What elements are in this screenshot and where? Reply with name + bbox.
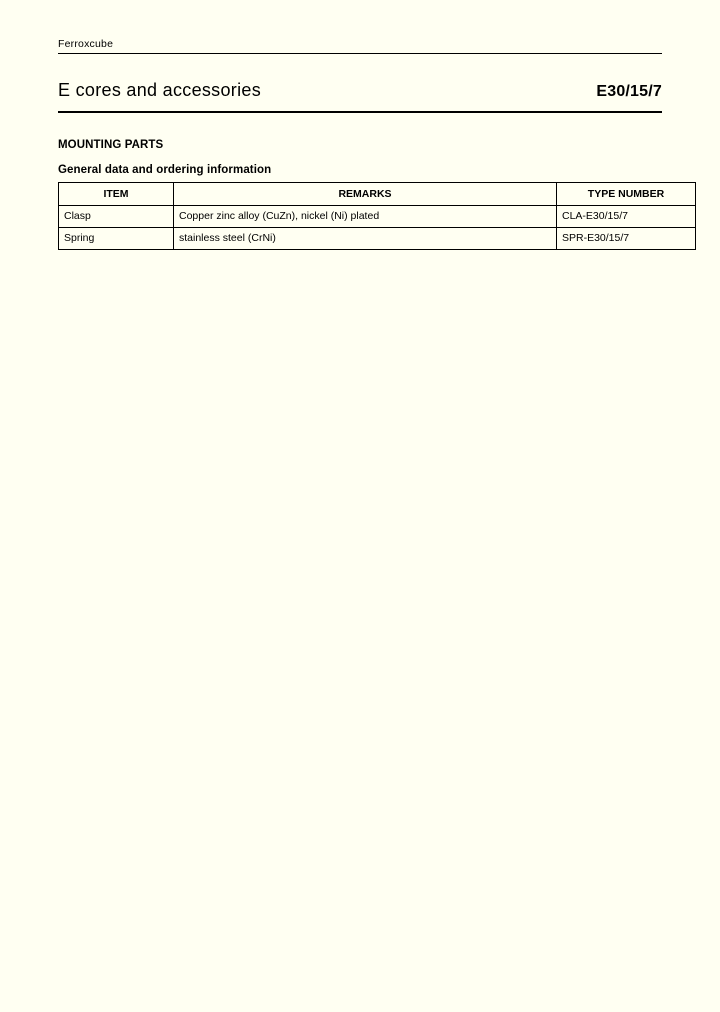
column-header-remarks: REMARKS (174, 183, 557, 206)
header-rule-top (58, 53, 662, 54)
cell-remarks: Copper zinc alloy (CuZn), nickel (Ni) plated (174, 206, 557, 228)
page-content (58, 38, 665, 250)
company-name: Ferroxcube (58, 38, 114, 50)
cell-type-number: CLA-E30/15/7 (557, 206, 696, 228)
part-code: E30/15/7 (596, 83, 662, 100)
cell-item: Clasp (59, 206, 174, 228)
table-header-row (59, 183, 696, 206)
title-row (58, 80, 662, 101)
section-subtitle: General data and ordering information (58, 164, 272, 176)
mounting-parts-table (58, 182, 696, 250)
column-header-item: ITEM (59, 183, 174, 206)
column-header-type-number: TYPE NUMBER (557, 183, 696, 206)
table-row (59, 228, 696, 250)
table-row (59, 206, 696, 228)
cell-remarks: stainless steel (CrNi) (174, 228, 557, 250)
section-title: MOUNTING PARTS (58, 139, 164, 151)
page-title: E cores and accessories (58, 80, 261, 100)
header-rule-bottom (58, 111, 662, 113)
cell-type-number: SPR-E30/15/7 (557, 228, 696, 250)
cell-item: Spring (59, 228, 174, 250)
